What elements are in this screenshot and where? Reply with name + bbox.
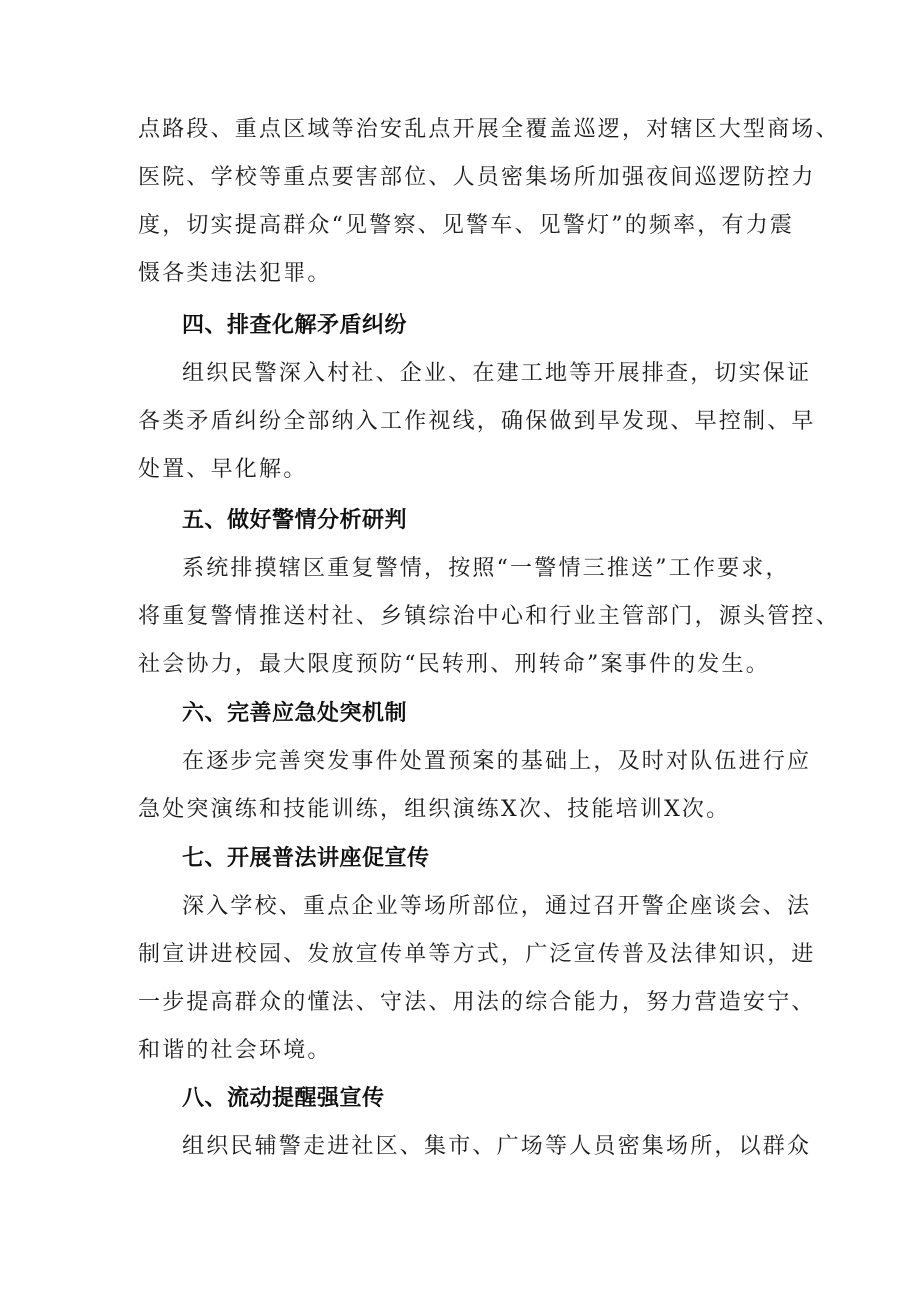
section-heading-4: 四、排查化解矛盾纠纷: [182, 313, 408, 338]
paragraph-line: 组织民警深入村社、企业、在建工地等开展排查，切实保证: [182, 361, 812, 386]
paragraph-section-8: [138, 1123, 812, 1171]
paragraph-line: 将重复警情推送村社、乡镇综治中心和行业主管部门，源头管控、: [138, 604, 840, 629]
paragraph-line: 和谐的社会环境。: [138, 1038, 332, 1063]
paragraph-line: 在逐步完善突发事件处置预案的基础上，及时对队伍进行应: [182, 749, 812, 774]
paragraph-line: 深入学校、重点企业等场所部位，通过召开警企座谈会、法: [182, 894, 812, 919]
paragraph-line: 处置、早化解。: [138, 457, 308, 482]
section-heading-7: 七、开展普法讲座促宣传: [182, 846, 430, 871]
paragraph-line: 系统排摸辖区重复警情，按照“一警情三推送”工作要求，: [182, 556, 790, 581]
paragraph-section-4: [138, 350, 816, 494]
paragraph-line: 各类矛盾纠纷全部纳入工作视线，确保做到早发现、早控制、早: [138, 409, 816, 434]
section-heading-8: 八、流动提醒强宣传: [182, 1086, 385, 1111]
paragraph-section-6: [138, 738, 812, 834]
paragraph-section-5: [138, 545, 840, 689]
paragraph-line: 一步提高群众的懂法、守法、用法的综合能力，努力营造安宁、: [138, 990, 816, 1015]
paragraph-line: 急处突演练和技能训练，组织演练X次、技能培训X次。: [138, 797, 731, 822]
paragraph-line: 点路段、重点区域等治安乱点开展全覆盖巡逻，对辖区大型商场、: [138, 117, 840, 142]
paragraph-line: 慑各类违法犯罪。: [138, 261, 332, 286]
paragraph-line: 社会协力，最大限度预防“民转刑、刑转命”案事件的发生。: [138, 652, 770, 677]
paragraph-continuation: [138, 106, 840, 298]
paragraph-line: 度，切实提高群众“见警察、见警车、见警灯”的频率，有力震: [138, 213, 795, 238]
paragraph-line: 医院、学校等重点要害部位、人员密集场所加强夜间巡逻防控力: [138, 165, 816, 190]
paragraph-section-7: [138, 883, 816, 1075]
section-heading-5: 五、做好警情分析研判: [182, 508, 408, 533]
section-heading-6: 六、完善应急处突机制: [182, 701, 408, 726]
paragraph-line: 制宣讲进校园、发放宣传单等方式，广泛宣传普及法律知识，进: [138, 942, 816, 967]
paragraph-line: 组织民辅警走进社区、集市、广场等人员密集场所，以群众: [182, 1134, 812, 1159]
